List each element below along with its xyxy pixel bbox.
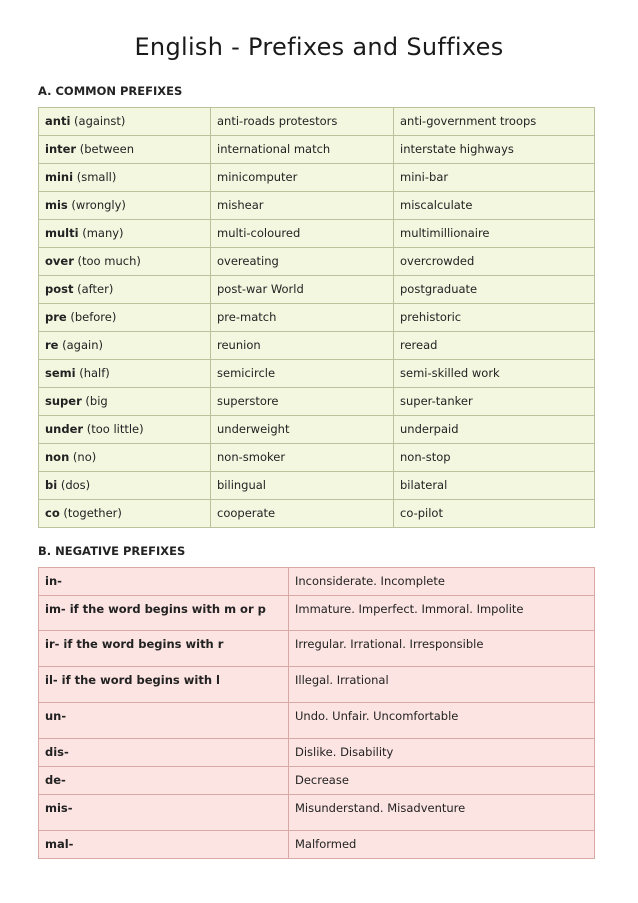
prefix-text: mis xyxy=(45,198,68,212)
prefix-cell xyxy=(39,416,211,444)
table-row xyxy=(39,596,595,631)
prefix-text: super xyxy=(45,394,82,408)
negative-prefix-text: de- xyxy=(45,773,66,787)
table-row xyxy=(39,192,595,220)
example-1-cell: multi-coloured xyxy=(211,220,394,248)
table-row xyxy=(39,831,595,859)
example-2-cell: super-tanker xyxy=(394,388,595,416)
prefix-cell xyxy=(39,444,211,472)
table-row xyxy=(39,220,595,248)
prefix-cell xyxy=(39,388,211,416)
example-2-cell: bilateral xyxy=(394,472,595,500)
negative-prefix-text: im- if the word begins with m or p xyxy=(45,602,266,616)
negative-prefix-cell xyxy=(39,739,289,767)
negative-prefix-text: il- if the word begins with l xyxy=(45,673,220,687)
prefix-meaning: (again) xyxy=(58,338,103,352)
prefix-text: pre xyxy=(45,310,67,324)
prefix-text: non xyxy=(45,450,70,464)
prefix-cell xyxy=(39,332,211,360)
table-row xyxy=(39,276,595,304)
example-2-cell: mini-bar xyxy=(394,164,595,192)
table-row xyxy=(39,332,595,360)
example-2-cell: multimillionaire xyxy=(394,220,595,248)
negative-prefix-text: in- xyxy=(45,574,62,588)
table-row xyxy=(39,568,595,596)
prefix-text: under xyxy=(45,422,84,436)
prefix-text: semi xyxy=(45,366,76,380)
example-1-cell: underweight xyxy=(211,416,394,444)
negative-examples-cell: Undo. Unfair. Uncomfortable xyxy=(289,703,595,739)
negative-prefix-cell xyxy=(39,767,289,795)
example-2-cell: semi-skilled work xyxy=(394,360,595,388)
prefix-text: mini xyxy=(45,170,74,184)
example-1-cell: non-smoker xyxy=(211,444,394,472)
prefix-cell xyxy=(39,164,211,192)
prefix-cell xyxy=(39,500,211,528)
negative-examples-cell: Decrease xyxy=(289,767,595,795)
example-2-cell: non-stop xyxy=(394,444,595,472)
prefix-cell xyxy=(39,108,211,136)
prefix-cell xyxy=(39,276,211,304)
prefix-text: inter xyxy=(45,142,77,156)
page-title: English - Prefixes and Suffixes xyxy=(134,33,504,61)
negative-examples-cell: Illegal. Irrational xyxy=(289,667,595,703)
example-1-cell: anti-roads protestors xyxy=(211,108,394,136)
negative-examples-cell: Dislike. Disability xyxy=(289,739,595,767)
negative-prefix-text: dis- xyxy=(45,745,69,759)
table-row xyxy=(39,248,595,276)
negative-examples-cell: Immature. Imperfect. Immoral. Impolite xyxy=(289,596,595,631)
table-row xyxy=(39,667,595,703)
negative-examples-cell: Inconsiderate. Incomplete xyxy=(289,568,595,596)
prefix-text: over xyxy=(45,254,74,268)
table-row xyxy=(39,388,595,416)
prefix-text: bi xyxy=(45,478,58,492)
prefix-meaning: (after) xyxy=(73,282,114,296)
negative-examples-cell: Irregular. Irrational. Irresponsible xyxy=(289,631,595,667)
prefix-meaning: (many) xyxy=(78,226,124,240)
table-row xyxy=(39,360,595,388)
prefix-meaning: (between xyxy=(76,142,134,156)
example-1-cell: overeating xyxy=(211,248,394,276)
negative-prefixes-table xyxy=(38,567,595,859)
negative-prefix-text: ir- if the word begins with r xyxy=(45,637,224,651)
prefix-cell xyxy=(39,472,211,500)
prefix-meaning: (too little) xyxy=(83,422,144,436)
table-row xyxy=(39,739,595,767)
table-row xyxy=(39,416,595,444)
table-row xyxy=(39,795,595,831)
negative-prefix-cell xyxy=(39,831,289,859)
example-1-cell: reunion xyxy=(211,332,394,360)
example-1-cell: cooperate xyxy=(211,500,394,528)
example-1-cell: international match xyxy=(211,136,394,164)
prefix-meaning: (before) xyxy=(66,310,117,324)
example-2-cell: overcrowded xyxy=(394,248,595,276)
prefix-cell xyxy=(39,304,211,332)
prefix-text: multi xyxy=(45,226,79,240)
table-row xyxy=(39,164,595,192)
prefix-meaning: (together) xyxy=(59,506,122,520)
prefix-meaning: (dos) xyxy=(57,478,91,492)
prefix-meaning: (wrongly) xyxy=(67,198,126,212)
prefix-meaning: (against) xyxy=(70,114,126,128)
prefix-meaning: (small) xyxy=(73,170,117,184)
example-2-cell: postgraduate xyxy=(394,276,595,304)
example-1-cell: pre-match xyxy=(211,304,394,332)
common-prefixes-table xyxy=(38,107,595,528)
prefix-cell xyxy=(39,192,211,220)
negative-prefix-cell xyxy=(39,596,289,631)
example-1-cell: semicircle xyxy=(211,360,394,388)
prefix-text: re xyxy=(45,338,59,352)
example-2-cell: miscalculate xyxy=(394,192,595,220)
prefix-meaning: (too much) xyxy=(73,254,141,268)
table-row xyxy=(39,472,595,500)
prefix-text: post xyxy=(45,282,74,296)
prefix-text: co xyxy=(45,506,60,520)
section-b-heading: B. NEGATIVE PREFIXES xyxy=(38,544,186,558)
prefix-text: anti xyxy=(45,114,71,128)
negative-prefix-cell xyxy=(39,667,289,703)
prefix-meaning: (no) xyxy=(69,450,97,464)
prefix-meaning: (half) xyxy=(75,366,110,380)
table-row xyxy=(39,500,595,528)
negative-examples-cell: Malformed xyxy=(289,831,595,859)
example-1-cell: superstore xyxy=(211,388,394,416)
example-1-cell: mishear xyxy=(211,192,394,220)
table-row xyxy=(39,767,595,795)
negative-prefix-cell xyxy=(39,703,289,739)
example-2-cell: co-pilot xyxy=(394,500,595,528)
prefix-cell xyxy=(39,220,211,248)
negative-prefix-cell xyxy=(39,795,289,831)
prefix-cell xyxy=(39,136,211,164)
negative-prefix-text: mal- xyxy=(45,837,74,851)
example-1-cell: post-war World xyxy=(211,276,394,304)
negative-examples-cell: Misunderstand. Misadventure xyxy=(289,795,595,831)
example-2-cell: prehistoric xyxy=(394,304,595,332)
section-a-heading: A. COMMON PREFIXES xyxy=(38,84,183,98)
example-2-cell: anti-government troops xyxy=(394,108,595,136)
prefix-cell xyxy=(39,360,211,388)
example-2-cell: reread xyxy=(394,332,595,360)
negative-prefix-text: un- xyxy=(45,709,67,723)
table-row xyxy=(39,304,595,332)
table-row xyxy=(39,444,595,472)
prefix-meaning: (big xyxy=(81,394,108,408)
example-2-cell: interstate highways xyxy=(394,136,595,164)
example-1-cell: bilingual xyxy=(211,472,394,500)
table-row xyxy=(39,108,595,136)
table-row xyxy=(39,631,595,667)
table-row xyxy=(39,703,595,739)
negative-prefix-cell xyxy=(39,631,289,667)
example-2-cell: underpaid xyxy=(394,416,595,444)
table-row xyxy=(39,136,595,164)
negative-prefix-cell xyxy=(39,568,289,596)
negative-prefix-text: mis- xyxy=(45,801,73,815)
prefix-cell xyxy=(39,248,211,276)
example-1-cell: minicomputer xyxy=(211,164,394,192)
